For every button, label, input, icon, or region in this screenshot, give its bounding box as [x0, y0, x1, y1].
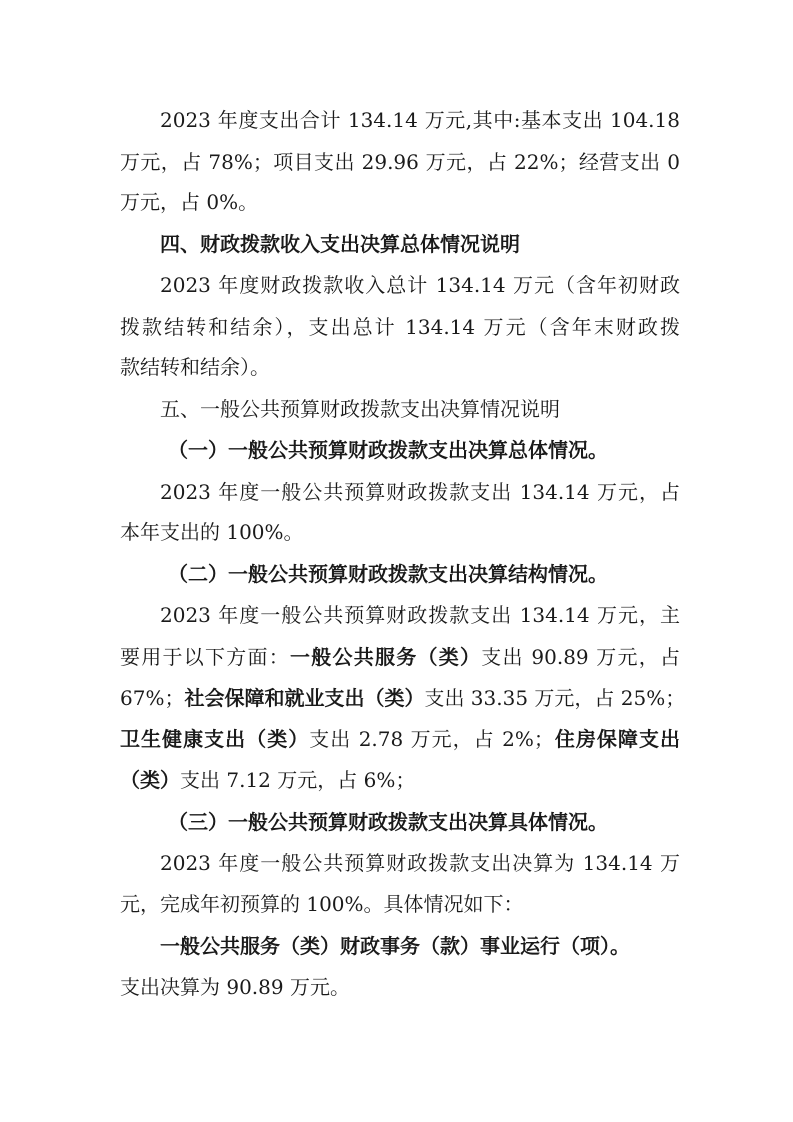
- expense-total-line-2: 万元，占 78%；项目支出 29.96 万元，占 22%；经营支出 0: [120, 150, 680, 174]
- text-run: 支出 2.78 万元，占 2%；: [309, 727, 554, 751]
- fiscal-income-line-2: 拨款结转和结余），支出总计 134.14 万元（含年末财政拨: [120, 315, 680, 339]
- subsection-1-heading: （一）一般公共预算财政拨款支出决算总体情况。: [168, 438, 608, 462]
- subsection-1-line-2: 本年支出的 100%。: [120, 520, 304, 544]
- subsection-2-line-3: [120, 684, 686, 712]
- fiscal-income-line-1: 2023 年度财政拨款收入总计 134.14 万元（含年初财政: [160, 273, 680, 297]
- category-social-security: 社会保障和就业支出（类）: [184, 686, 425, 710]
- item-heading: 一般公共服务（类）财政事务（款）事业运行（项）。: [160, 934, 630, 958]
- category-general-public-services: 一般公共服务（类）: [290, 645, 482, 669]
- section-5-heading: 五、一般公共预算财政拨款支出决算情况说明: [160, 397, 560, 421]
- text-run: 要用于以下方面：: [120, 645, 291, 669]
- text-run: 67%；: [120, 686, 185, 710]
- text-run: 支出 90.89 万元，占: [481, 645, 681, 669]
- subsection-3-heading: （三）一般公共预算财政拨款支出决算具体情况。: [168, 810, 608, 834]
- expense-total-line-1: 2023 年度支出合计 134.14 万元,其中:基本支出 104.18: [160, 108, 680, 132]
- subsection-2-line-2: [120, 643, 680, 671]
- category-housing: 住房保障支出: [553, 727, 680, 751]
- subsection-2-line-1: 2023 年度一般公共预算财政拨款支出 134.14 万元，主: [160, 603, 680, 627]
- subsection-3-line-2: 元，完成年初预算的 100%。具体情况如下：: [120, 892, 524, 916]
- section-4-heading: 四、财政拨款收入支出决算总体情况说明: [160, 232, 520, 256]
- subsection-1-line-1: 2023 年度一般公共预算财政拨款支出 134.14 万元，占: [160, 480, 680, 504]
- category-health: 卫生健康支出（类）: [120, 727, 310, 751]
- fiscal-income-line-3: 款结转和结余）。: [120, 355, 270, 379]
- subsection-2-line-4: [120, 725, 680, 753]
- subsection-2-line-5: [120, 766, 680, 794]
- category-housing-suffix: （类）: [120, 768, 180, 792]
- text-run: 支出 7.12 万元，占 6%；: [180, 768, 416, 792]
- text-run: 支出 33.35 万元，占 25%；: [424, 686, 686, 710]
- subsection-2-heading: （二）一般公共预算财政拨款支出决算结构情况。: [168, 562, 608, 586]
- item-text: 支出决算为 90.89 万元。: [120, 975, 350, 999]
- expense-total-line-3: 万元，占 0%。: [120, 190, 259, 214]
- subsection-3-line-1: 2023 年度一般公共预算财政拨款支出决算为 134.14 万: [160, 851, 680, 875]
